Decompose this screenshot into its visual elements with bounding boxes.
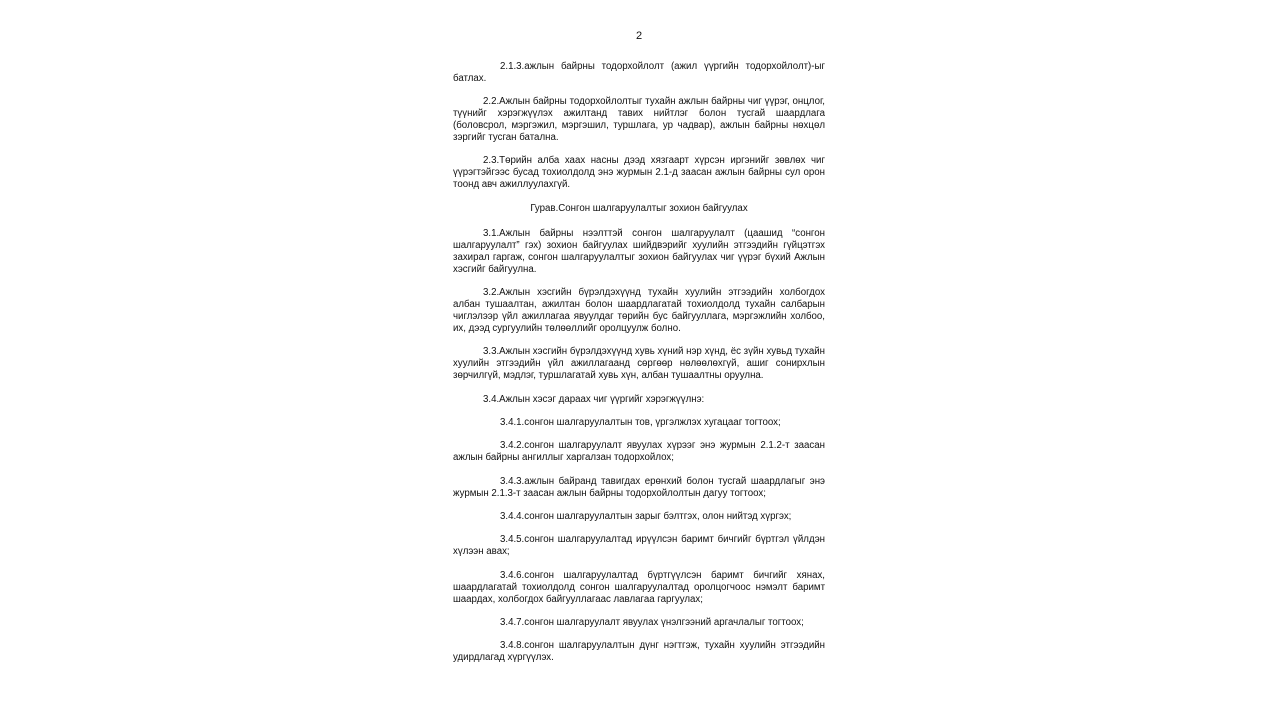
section-heading: Гурав.Сонгон шалгаруулалтыг зохион байгуулах [530, 202, 748, 214]
paragraph-2-3: 2.3.Төрийн алба хаах насны дээд хязгаарт хүрсэн иргэнийг зөвлөх чиг үүрэгтэйгээс бусад тохиолдолд энэ журмын 2.1-д заасан ажлын байрны сул орон тоонд авч ажиллуулахгүй. [453, 155, 825, 191]
paragraph-3-4-2: 3.4.2.сонгон шалгаруулалт явуулах хүрээг энэ журмын 2.1.2-т заасан ажлын байрны ангиллыг харгалзан тодорхойлох; [453, 440, 825, 464]
paragraph-3-2: 3.2.Ажлын хэсгийн бүрэлдэхүүнд тухайн хуулийн этгээдийн холбогдох албан тушаалтан, ажилтан болон шаардлагатай тохиолдолд тухайн салбарын чиглэлээр үйл ажиллагаа явуулдаг төрийн бус байгууллага, мэргэжлийн холбоо, их, дээд сургуулийн төлөөллийг оролцуулж болно. [453, 287, 825, 334]
paragraph-3-1: 3.1.Ажлын байрны нээлттэй сонгон шалгаруулалт (цаашид “сонгон шалгаруулалт” гэх) зохион байгуулах шийдвэрийг хуулийн этгээдийн гүйцэтгэх захирал гаргаж, сонгон шалгаруулалтыг зохион байгуулах чиг үүрэг бүхий Ажлын хэсгийг байгуулна. [453, 228, 825, 275]
page-content [453, 61, 825, 676]
paragraph-2-1-3: 2.1.3.ажлын байрны тодорхойлолт (ажил үүргийн тодорхойлолт)-ыг батлах. [453, 61, 825, 84]
paragraph-3-4: 3.4.Ажлын хэсэг дараах чиг үүргийг хэрэгжүүлнэ: [483, 393, 705, 405]
paragraph-3-4-7: 3.4.7.сонгон шалгаруулалт явуулах үнэлгээний аргачлалыг тогтоох; [500, 616, 804, 628]
paragraph-3-4-8: 3.4.8.сонгон шалгаруулалтын дүнг нэгтгэж, тухайн хуулийн этгээдийн удирдлагад хүргүүлэх. [453, 640, 825, 664]
paragraph-3-4-1: 3.4.1.сонгон шалгаруулалтын тов, үргэлжлэх хугацааг тогтоох; [500, 416, 781, 428]
paragraph-3-4-6: 3.4.6.сонгон шалгаруулалтад бүртгүүлсэн баримт бичгийг хянах, шаардлагатай тохиолдолд сонгон шалгаруулалтад оролцогчоос нэмэлт баримт шаардах, холбогдох байгууллагаас лавлагаа гаргуулах; [453, 569, 825, 605]
document-page [453, 0, 825, 720]
paragraph-3-4-5: 3.4.5.сонгон шалгаруулалтад ирүүлсэн баримт бичгийг бүртгэл үйлдэн хүлээн авах; [453, 534, 825, 558]
paragraph-3-4-4: 3.4.4.сонгон шалгаруулалтын зарыг бэлтгэх, олон нийтэд хүргэх; [500, 510, 792, 522]
paragraph-2-2: 2.2.Ажлын байрны тодорхойлолтыг тухайн ажлын байрны чиг үүрэг, онцлог, түүнийг хэрэгжүүлэх ажилтанд тавих нийтлэг болон тусгай шаардлага (боловсрол, мэргэжил, мэргэшил, туршлага, ур чадвар), ажлын байрны нөхцөл зэргийг тусган батална. [453, 96, 825, 144]
page-number: 2 [635, 30, 643, 42]
paragraph-3-4-3: 3.4.3.ажлын байранд тавигдах ерөнхий болон тусгай шаардлагыг энэ журмын 2.1.3-т заасан ажлын байрны тодорхойлолтын дагуу тогтоох; [453, 475, 825, 499]
paragraph-3-3: 3.3.Ажлын хэсгийн бүрэлдэхүүнд хувь хүний нэр хүнд, ёс зүйн хувьд тухайн хуулийн этгээдийн үйл ажиллагаанд сөргөөр нөлөөлөхгүй, ашиг сонирхлын зөрчилгүй, мэдлэг, туршлагатай хувь хүн, албан тушаалтны оруулна. [453, 346, 825, 382]
